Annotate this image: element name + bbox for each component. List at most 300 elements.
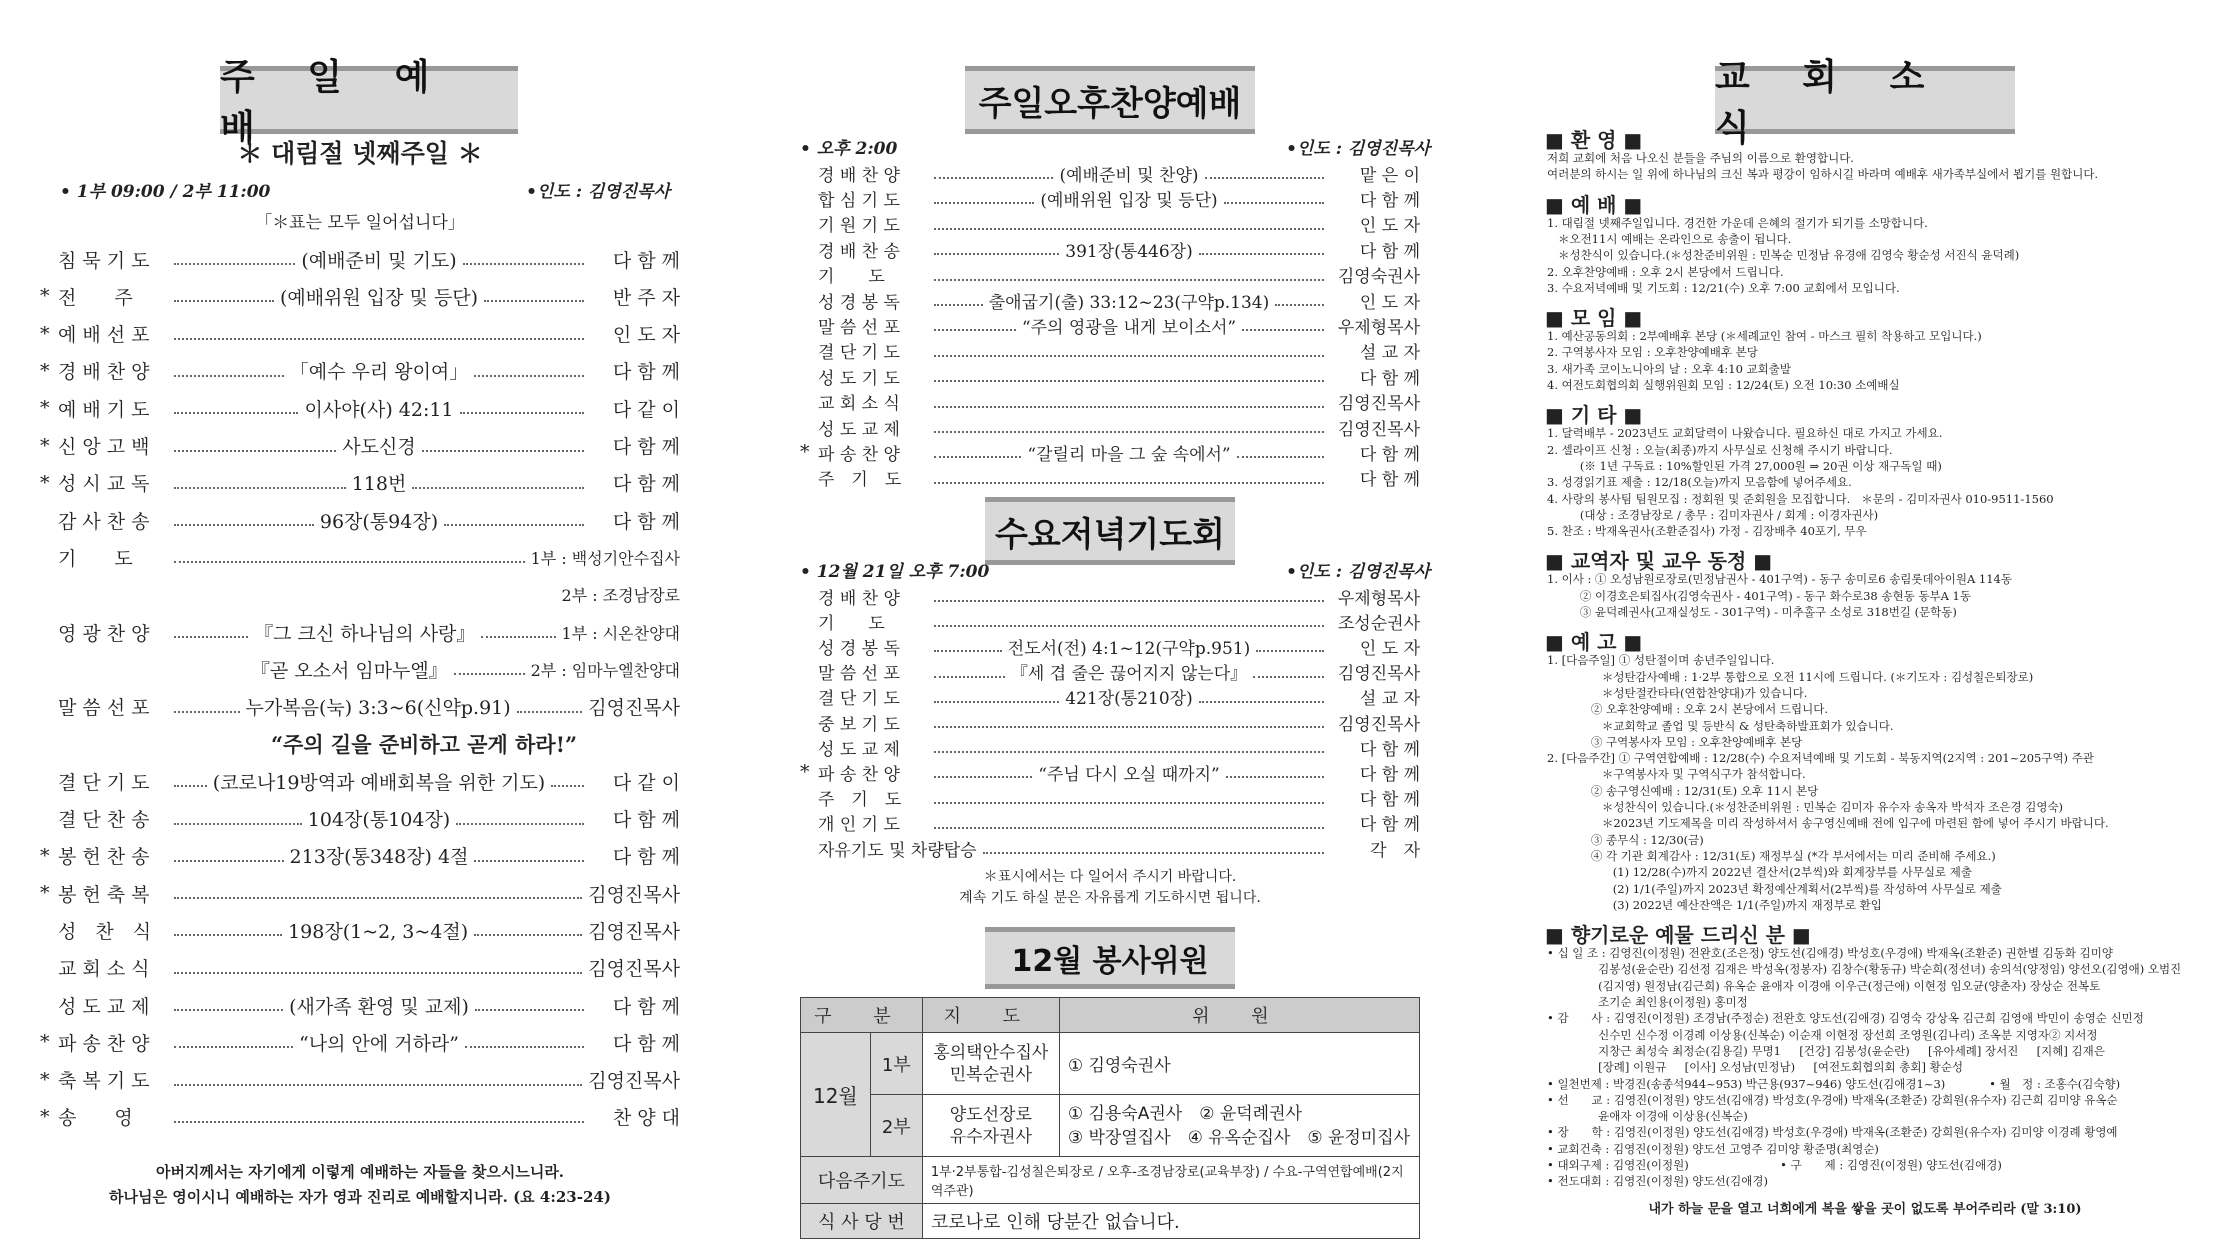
order-content: 사도신경: [342, 436, 416, 458]
dot-leader: [474, 375, 584, 377]
order-leader: 김영진목사: [1337, 664, 1421, 685]
order-label: 봉 헌 찬 송: [58, 846, 150, 869]
news-line: [장례] 이원규 [이사] 오성남(민정남) [여전도회협의회 총회] 황순성: [1547, 1060, 1963, 1075]
dot-leader: [456, 823, 584, 825]
dot-leader: [934, 701, 1059, 703]
dot-leader: [475, 1009, 584, 1011]
order-label: 결 단 찬 송: [58, 809, 150, 831]
order-label: 예 배 선 포: [58, 324, 150, 347]
order-leader: 맡 은 이: [1359, 165, 1420, 186]
order-label: 파 송 찬 양: [58, 1032, 150, 1055]
order-content: 출애굽기(출) 33:12~23(구약p.134): [988, 292, 1270, 313]
order-leader: 다 함 께: [1359, 470, 1420, 491]
order-label: 예 배 기 도: [58, 398, 150, 421]
order-row: [40, 576, 680, 614]
order-content: (예배준비 및 찬양): [1059, 165, 1199, 186]
stand-mark: *: [40, 434, 50, 457]
order-label: 성 경 봉 독: [818, 638, 900, 659]
order-row: [800, 287, 1420, 313]
part2-members-cell: [1059, 1095, 1419, 1157]
news-line: (3) 2022년 예산잔액은 1/1(주일)까지 재정부로 환입: [1547, 897, 1882, 912]
news-line: ＊2023년 기도제목을 미리 작성하셔서 송구영신예배 전에 입구에 마련된 함에 넣어 주시기 바랍니다.: [1547, 816, 2109, 831]
news-line: • 전도대회 : 김영진(이정원) 양도선(김애경): [1547, 1174, 1768, 1189]
order-row: [800, 583, 1420, 609]
order-content: “갈릴리 마을 그 숲 속에서”: [1027, 444, 1231, 465]
part2-cell: 2부: [870, 1095, 922, 1157]
dot-leader: [934, 279, 1324, 281]
dot-leader: [174, 897, 582, 899]
stand-mark: *: [40, 882, 50, 905]
dot-leader: [444, 524, 584, 526]
order-label: 기 원 기 도: [818, 216, 900, 237]
order-leader: 설 교 자: [1359, 343, 1420, 364]
order-row: [40, 538, 680, 576]
news-line: ③ 구역봉사자 모임 : 오후찬양예배후 본당: [1547, 734, 1803, 749]
order-content: 104장(통104장): [307, 809, 451, 831]
order-leader: 인 도 자: [1359, 292, 1420, 313]
dot-leader: [934, 776, 1032, 778]
news-line: 5. 찬조 : 박재옥권사(조환준집사) 가정 - 김장배추 40포기, 무우: [1547, 524, 1867, 539]
news-line: ④ 각 기관 회계감사 : 12/31(토) 재정부실 (*각 부서에서는 미리 준비해 주세요.): [1547, 848, 1996, 863]
news-line: 지창근 최성숙 최정순(김용길) 무명1 [건강] 김봉성(윤순란) [유아세례] 장서진 [지혜] 김재은: [1547, 1043, 2105, 1058]
news-line: (2) 1/1(주일)까지 2023년 확정예산계획서(2부씩)를 작성하여 사무실로 제출: [1547, 881, 2002, 896]
order-leader: 2부 : 임마누엘찬양대: [530, 660, 680, 680]
order-leader: 김영진목사: [588, 1070, 680, 1093]
order-label: 감 사 찬 송: [58, 510, 150, 533]
dot-leader: [174, 300, 274, 302]
order-content: 118번: [351, 473, 407, 496]
news-line: (대상 : 조경남장로 / 총무 : 김미자권사 / 회계 : 이경자권사): [1547, 507, 1879, 522]
table-header-members: 위 원: [1059, 998, 1419, 1033]
order-leader: 설 교 자: [1359, 689, 1420, 710]
stand-mark: *: [40, 359, 50, 382]
order-row: [800, 338, 1420, 364]
news-section-heading: ■ 예 고 ■: [1545, 630, 1643, 655]
dot-leader: [934, 726, 1324, 728]
order-leader: 인 도 자: [1359, 638, 1420, 659]
middle-column: [790, 0, 1430, 1240]
order-row: [800, 236, 1420, 262]
news-line: ＊성탄감사예배 : 1·2부 통합으로 오전 11시에 드립니다. (＊기도자 : 김성칠은퇴장로): [1547, 669, 2034, 684]
order-leader: 다 함 께: [1359, 368, 1420, 389]
order-label: 파 송 찬 양: [818, 444, 900, 465]
next-prayer-value: 1부·2부통합-김성칠은퇴장로 / 오후-조경남장로(교육부장) / 수요-구역연합예배(2지역주관): [922, 1157, 1419, 1204]
dot-leader: [174, 785, 207, 787]
order-content: 누가복음(눅) 3:3~6(신약p.91): [245, 697, 511, 720]
news-title-text: 교 회 소 식: [1715, 57, 1945, 149]
sunday-time: • 1부 09:00 / 2부 11:00: [60, 182, 271, 202]
dot-leader: [517, 711, 583, 713]
dot-leader: [934, 304, 983, 306]
news-line: ② 송구영신예배 : 12/31(토) 오후 11시 본당: [1547, 783, 1819, 798]
dot-leader: [174, 412, 298, 414]
sunday-worship-column: [30, 0, 690, 1240]
order-row: [40, 949, 680, 987]
order-leader: 찬 양 대: [612, 1107, 680, 1130]
news-line: 4. 여전도회협의회 실행위원회 모임 : 12/24(토) 오전 10:30 소예배실: [1547, 378, 1900, 392]
order-content: 『곧 오소서 임마누엘』: [250, 659, 448, 682]
order-row: [40, 1023, 680, 1061]
order-content: (예배위원 입장 및 등단): [1040, 190, 1218, 211]
dot-leader: [934, 406, 1324, 408]
afternoon-time: • 오후 2:00: [800, 139, 898, 159]
dot-leader: [934, 355, 1324, 357]
meal-duty-value: 코로나로 인해 당분간 없습니다.: [922, 1204, 1419, 1239]
dot-leader: [934, 253, 1059, 255]
church-news-column: [1545, 0, 2185, 1240]
order-content: (예배준비 및 기도): [301, 249, 457, 272]
news-line: • 선 교 : 김영진(이정원) 양도선(김애경) 박성호(우경애) 박재옥(조환준) 강희원(유수자) 김근희 김미양 유옥순: [1547, 1092, 2118, 1107]
stand-mark: *: [800, 761, 810, 784]
order-row: [40, 613, 680, 651]
news-section-heading: ■ 향기로운 예물 드리신 분 ■: [1545, 923, 1811, 948]
order-label: 기 도: [818, 613, 885, 634]
dot-leader: [174, 450, 336, 452]
order-leader: 다 함 께: [1359, 790, 1420, 811]
news-line: (김지영) 원정남(김근희) 유옥순 윤애자 이경애 이우근(정근애) 이현정 임오균(양춘자) 장상순 전복토: [1547, 978, 2101, 993]
table-header-guide: 지 도: [922, 998, 1059, 1033]
order-label: 개 인 기 도: [818, 815, 900, 836]
order-row: [800, 785, 1420, 811]
order-label: 교 회 소 식: [818, 394, 900, 415]
order-row: [800, 810, 1420, 836]
order-leader: 다 함 께: [612, 995, 680, 1018]
order-row: [40, 352, 680, 390]
dot-leader: [174, 561, 525, 563]
order-content: 391장(통446장): [1065, 241, 1193, 262]
order-label: 봉 헌 축 복: [58, 883, 150, 906]
order-label: 말 씀 선 포: [818, 317, 900, 338]
order-leader: 인 도 자: [1359, 216, 1420, 237]
news-line: 1. 이사 : ① 오성남원로장로(민정남권사 - 401구역) - 동구 송미로6 송림롯데아이원A 114동: [1547, 572, 2012, 587]
dot-leader: [174, 263, 295, 265]
order-row: [800, 160, 1420, 186]
stand-mark: *: [40, 397, 50, 420]
news-line: ② 이경호은퇴집사(김영숙권사 - 401구역) - 동구 화수로38 송현동 동부A 1동: [1547, 588, 1971, 603]
news-line: ＊성탄절칸타타(연합찬양대)가 있습니다.: [1547, 685, 1808, 700]
part1-guide-cell: 홍의택안수집사 민복순권사: [922, 1033, 1059, 1095]
news-line: 1. 예산공동의회 : 2부예배후 본당 (＊세례교인 참여 - 마스크 필히 착용하고 모입니다.): [1547, 329, 1982, 344]
news-line: ＊구역봉사자 및 구역식구가 참석합니다.: [1547, 767, 1806, 782]
order-leader: 인 도 자: [612, 324, 680, 347]
dot-leader: [934, 431, 1324, 433]
order-row: [40, 277, 680, 315]
stand-mark: *: [40, 844, 50, 867]
order-row: [40, 427, 680, 465]
order-label: 신 앙 고 백: [58, 436, 150, 458]
news-line: • 감 사 : 김영진(이정원) 조경남(주정순) 전완호 양도선(김애경) 김영숙 강상옥 김근희 김영애 박민이 송영순 신민정: [1547, 1011, 2144, 1026]
order-label: 경 배 찬 양: [818, 165, 900, 186]
dot-leader: [934, 177, 1053, 179]
news-line: 3. 수요저녁예배 및 기도회 : 12/21(수) 오후 7:00 교회에서 모입니다.: [1547, 280, 1900, 295]
order-content: 213장(통348장) 4절: [289, 846, 469, 869]
volunteers-title: [985, 927, 1235, 989]
order-content: 『그 크신 하나님의 사랑』: [254, 622, 476, 645]
order-label: 경 배 찬 송: [818, 241, 900, 262]
stand-mark: *: [40, 1068, 50, 1091]
order-content: 421장(통210장): [1065, 689, 1193, 710]
order-row: [40, 874, 680, 912]
order-label: 기 도: [58, 547, 133, 570]
news-line: 여러분의 하시는 일 위에 하나님의 크신 복과 평강이 임하시길 바라며 예배후 새가족부실에서 뵙기를 원합니다.: [1547, 167, 2099, 182]
order-leader: 반 주 자: [612, 286, 681, 309]
dot-leader: [1226, 776, 1324, 778]
stand-mark: *: [40, 322, 50, 345]
dot-leader: [983, 852, 1324, 854]
order-content: (예배위원 입장 및 등단): [279, 286, 479, 309]
news-line: • 일천번제 : 박경진(송종석944~953) 박근용(937~946) 양도선(김애경1~3) • 월 정 : 조홍수(김숙향): [1547, 1076, 2121, 1091]
stand-note: 「＊표는 모두 일어섭니다」: [255, 213, 465, 233]
order-label: 자유기도 및 차량탑승: [818, 840, 977, 861]
sunday-subtitle: ＊ 대림절 넷째주일 ＊: [237, 139, 483, 168]
dot-leader: [1242, 329, 1324, 331]
order-leader: 다 함 께: [1359, 241, 1420, 262]
order-row: [800, 414, 1420, 440]
order-leader: 다 함 께: [1359, 739, 1420, 760]
order-row: [40, 688, 680, 726]
meal-duty-label: 식 사 당 번: [801, 1204, 923, 1239]
order-content: 『세 겹 줄은 끊어지지 않는다』: [1010, 664, 1248, 685]
part2-guide-cell: 양도선장로 유수자권사: [922, 1095, 1059, 1157]
dot-leader: [174, 1084, 582, 1086]
order-row: [40, 725, 680, 763]
dot-leader: [1199, 253, 1324, 255]
news-line: ＊교회학교 졸업 및 등반식 & 성탄축하발표회가 있습니다.: [1547, 718, 1894, 733]
order-leader: 김영숙권사: [1337, 267, 1420, 288]
dot-leader: [422, 450, 584, 452]
news-section-heading: ■ 기 타 ■: [1545, 403, 1643, 428]
news-line: • 교회건축 : 김영진(이정원) 양도선 고영주 김미양 황준명(최영순): [1547, 1141, 1879, 1156]
dot-leader: [934, 676, 1005, 678]
dot-leader: [1237, 456, 1324, 458]
order-label: 성 경 봉 독: [818, 292, 900, 313]
order-leader: 1부 : 백성기안수집사: [530, 548, 680, 568]
news-line: 저희 교회에 처음 나오신 분들을 주님의 이름으로 환영합니다.: [1547, 151, 1854, 165]
next-prayer-label: 다음주기도: [801, 1157, 923, 1204]
dot-leader: [934, 380, 1324, 382]
dot-leader: [174, 1046, 293, 1048]
order-row: [800, 608, 1420, 634]
dot-leader: [934, 202, 1034, 204]
order-row: [40, 986, 680, 1024]
dot-leader: [174, 823, 302, 825]
order-leader: 다 함 께: [1359, 815, 1420, 836]
news-line: • 장 학 : 김영진(이정원) 양도선(김애경) 박성호(우경애) 박재옥(조환준) 강희원(유수자) 김미양 이경례 황영예: [1547, 1125, 2118, 1140]
order-content: “나의 안에 거하라”: [299, 1032, 459, 1055]
dot-leader: [174, 934, 282, 936]
order-leader: 다 함 께: [1359, 444, 1420, 465]
stand-mark: *: [40, 471, 50, 494]
part2-members-line-2: ③ 박장열집사 ④ 유옥순집사 ⑤ 윤정미집사: [1067, 1127, 1411, 1148]
news-line: 2. 셀라이프 신청 : 오늘(최종)까지 사무실로 신청해 주시기 바랍니다.: [1547, 442, 1893, 457]
wednesday-note-2: 계속 기도 하실 분은 자유롭게 기도하시면 됩니다.: [959, 890, 1261, 906]
news-section-heading: ■ 모 임 ■: [1545, 306, 1643, 331]
dot-leader: [460, 412, 584, 414]
order-leader: 우제형목사: [1337, 588, 1420, 609]
dot-leader: [1199, 701, 1324, 703]
dot-leader: [934, 625, 1324, 627]
dot-leader: [174, 1009, 283, 1011]
table-header-division: 구 분: [801, 998, 923, 1033]
news-closing-verse: 내가 하늘 문을 열고 너희에게 복을 쌓을 곳이 없도록 부어주리라 (말 3:10): [1648, 1202, 2082, 1217]
order-leader: 다 함 께: [612, 249, 681, 272]
dot-leader: [934, 600, 1324, 602]
wednesday-note-1: ＊표시에서는 다 일어서 주시기 바랍니다.: [983, 869, 1237, 885]
order-leader: 다 함 께: [612, 846, 680, 869]
order-content: 전도서(전) 4:1~12(구약p.951): [1007, 638, 1251, 659]
dot-leader: [412, 487, 584, 489]
order-label: 파 송 찬 양: [818, 764, 900, 785]
order-label: 전 주: [58, 286, 133, 309]
order-row: [800, 633, 1420, 659]
order-leader: 조성순권사: [1337, 613, 1420, 634]
dot-leader: [174, 375, 284, 377]
order-row: [40, 1098, 680, 1136]
order-leader: 다 함 께: [1359, 764, 1420, 785]
order-row: [800, 759, 1420, 785]
news-line: 2. 구역봉사자 모임 : 오후찬양예배후 본당: [1547, 345, 1758, 360]
order-row: [40, 240, 680, 278]
closing-verse-1: 아버지께서는 자기에게 이렇게 예배하는 자들을 찾으시느니라.: [155, 1163, 565, 1181]
news-line: ＊성찬식이 있습니다.(＊성찬준비위원 : 민복순 민정남 유경애 김영숙 황순성 서진식 윤덕례): [1547, 248, 2020, 263]
order-content: 「예수 우리 왕이여」: [289, 361, 469, 384]
news-line: (1) 12/28(수)까지 2022년 결산서(2부씩)와 회계장부를 사무실로 제출: [1547, 865, 1972, 880]
part1-cell: 1부: [870, 1033, 922, 1095]
order-label: 말 씀 선 포: [818, 664, 900, 685]
dot-leader: [934, 650, 1002, 652]
order-content: (코로나19방역과 예배회복을 위한 기도): [212, 771, 546, 794]
news-line: 1. [다음주일] ① 성탄절이며 송년주일입니다.: [1547, 653, 1775, 668]
order-row: [40, 1061, 680, 1099]
order-row: [40, 650, 680, 688]
order-row: [800, 211, 1420, 237]
dot-leader: [1205, 177, 1324, 179]
order-leader: 1부 : 시온찬양대: [561, 623, 681, 643]
order-label: 합 심 기 도: [818, 190, 900, 211]
news-line: ③ 종무식 : 12/30(금): [1547, 832, 1704, 847]
order-row: [40, 464, 680, 502]
wednesday-leader: •인도 : 김영진목사: [1286, 562, 1430, 582]
dot-leader: [934, 802, 1324, 804]
dot-leader: [454, 673, 525, 675]
order-label: 송 영: [58, 1107, 133, 1130]
dot-leader: [174, 1121, 584, 1123]
closing-verse-2: 하나님은 영이시니 예배하는 자가 영과 진리로 예배할지니라. (요 4:23-24): [109, 1188, 611, 1206]
dot-leader: [174, 487, 346, 489]
stand-mark: *: [40, 1105, 50, 1128]
order-row: [40, 800, 680, 838]
news-line: 윤애자 이경애 이상용(신복순): [1547, 1109, 1748, 1124]
dot-leader: [481, 636, 555, 638]
order-content: (새가족 환영 및 교제): [289, 995, 469, 1018]
dot-leader: [1256, 650, 1324, 652]
dot-leader: [934, 482, 1324, 484]
order-label: 경 배 찬 양: [58, 361, 150, 384]
dot-leader: [174, 860, 284, 862]
order-leader: 김영진목사: [1337, 419, 1420, 440]
news-section-heading: ■ 교역자 및 교우 동정 ■: [1545, 549, 1773, 574]
volunteers-title-text: 12월 봉사위원: [1011, 944, 1209, 979]
news-title: [1715, 57, 2015, 149]
news-section-heading: ■ 환 영 ■: [1545, 128, 1643, 152]
stand-mark: *: [40, 285, 50, 308]
order-leader: 김영진목사: [588, 697, 681, 720]
order-content: “주의 길을 준비하고 곧게 하라!”: [270, 731, 578, 757]
dot-leader: [1275, 304, 1324, 306]
order-row: [800, 439, 1420, 465]
order-label: 말 씀 선 포: [58, 697, 150, 720]
sunday-leader: •인도 : 김영진목사: [526, 182, 670, 202]
order-row: [40, 501, 680, 539]
order-row: [800, 465, 1420, 491]
stand-mark: *: [40, 1031, 50, 1054]
order-leader: 다 함 께: [1359, 190, 1420, 211]
news-line: ② 오후찬양예배 : 오후 2시 본당에서 드립니다.: [1547, 702, 1828, 717]
order-label: 축 복 기 도: [58, 1070, 150, 1093]
news-line: ③ 윤덕례권사(고재실성도 - 301구역) - 미추홀구 소성로 318번길 (문학동): [1547, 605, 1957, 619]
wednesday-title-text: 수요저녁기도회: [995, 514, 1225, 555]
dot-leader: [934, 827, 1324, 829]
order-label: 교 회 소 식: [58, 958, 150, 981]
dot-leader: [484, 300, 584, 302]
news-line: 1. 대림절 넷째주일입니다. 경건한 가운데 은혜의 절기가 되기를 소망합니다.: [1547, 215, 1928, 230]
wednesday-time: • 12월 21일 오후 7:00: [800, 562, 990, 582]
part2-members-line-1: ① 김용숙A권사 ② 윤덕례권사: [1067, 1103, 1302, 1124]
dot-leader: [474, 934, 582, 936]
order-leader: 김영진목사: [1337, 714, 1420, 735]
order-label: 결 단 기 도: [818, 689, 900, 710]
stand-mark: *: [800, 441, 810, 464]
dot-leader: [1224, 202, 1324, 204]
news-line: 4. 사랑의 봉사팀 팀원모집 : 정회원 및 준회원을 모집합니다. ＊문의 - 김미자권사 010-9511-1560: [1547, 491, 2054, 506]
order-leader: 다 함 께: [612, 809, 681, 831]
order-label: 결 단 기 도: [818, 343, 900, 364]
news-line: (※ 1년 구독료 : 10%할인된 가격 27,000원 ⇒ 20권 이상 재구독일 때): [1547, 458, 1942, 473]
order-leader: 다 함 께: [612, 510, 680, 533]
order-content: “주님 다시 오실 때까지”: [1038, 764, 1220, 785]
dot-leader: [174, 972, 582, 974]
dot-leader: [934, 228, 1324, 230]
order-row: [800, 389, 1420, 415]
order-label: 성 도 교 제: [818, 739, 900, 760]
dot-leader: [934, 751, 1324, 753]
order-leader: 김영진목사: [588, 883, 680, 906]
order-content: 198장(1~2, 3~4절): [288, 920, 469, 943]
news-line: 3. 새가족 코이노니아의 날 : 오후 4:10 교회출발: [1547, 361, 1792, 376]
news-line: 1. 달력배부 - 2023년도 교회달력이 나왔습니다. 필요하신 대로 가지고 가세요.: [1547, 426, 1943, 441]
part1-members-cell: ① 김영숙권사: [1059, 1033, 1419, 1095]
news-line: 2. 오후찬양예배 : 오후 2시 본당에서 드립니다.: [1547, 264, 1784, 279]
order-label: 경 배 찬 양: [818, 588, 900, 609]
order-label: 기 도: [818, 267, 885, 288]
order-row: [40, 837, 680, 875]
order-label: 중 보 기 도: [818, 714, 900, 735]
order-row: [800, 709, 1420, 735]
dot-leader: [174, 524, 314, 526]
order-label: 주 기 도: [818, 790, 902, 811]
sunday-title-text: 주 일 예 배: [220, 57, 450, 149]
order-leader: 다 함 께: [612, 1032, 681, 1055]
order-row: [800, 659, 1420, 685]
news-line: 3. 성경읽기표 제출 : 12/18(오늘)까지 모음함에 넣어주세요.: [1547, 475, 1852, 490]
order-content: 96장(통94장): [319, 510, 439, 533]
order-content: 이사야(사) 42:11: [304, 398, 454, 421]
order-label: 영 광 찬 양: [58, 622, 150, 645]
order-label: 성 도 기 도: [818, 368, 900, 389]
order-row: [800, 734, 1420, 760]
order-label: 성 도 교 제: [58, 995, 150, 1018]
news-line: 김봉성(윤순란) 김선정 김재은 박성옥(정봉자) 김창수(황동규) 박순희(정선녀) 송의석(양정임) 양선오(김영애) 오범진: [1547, 962, 2182, 977]
